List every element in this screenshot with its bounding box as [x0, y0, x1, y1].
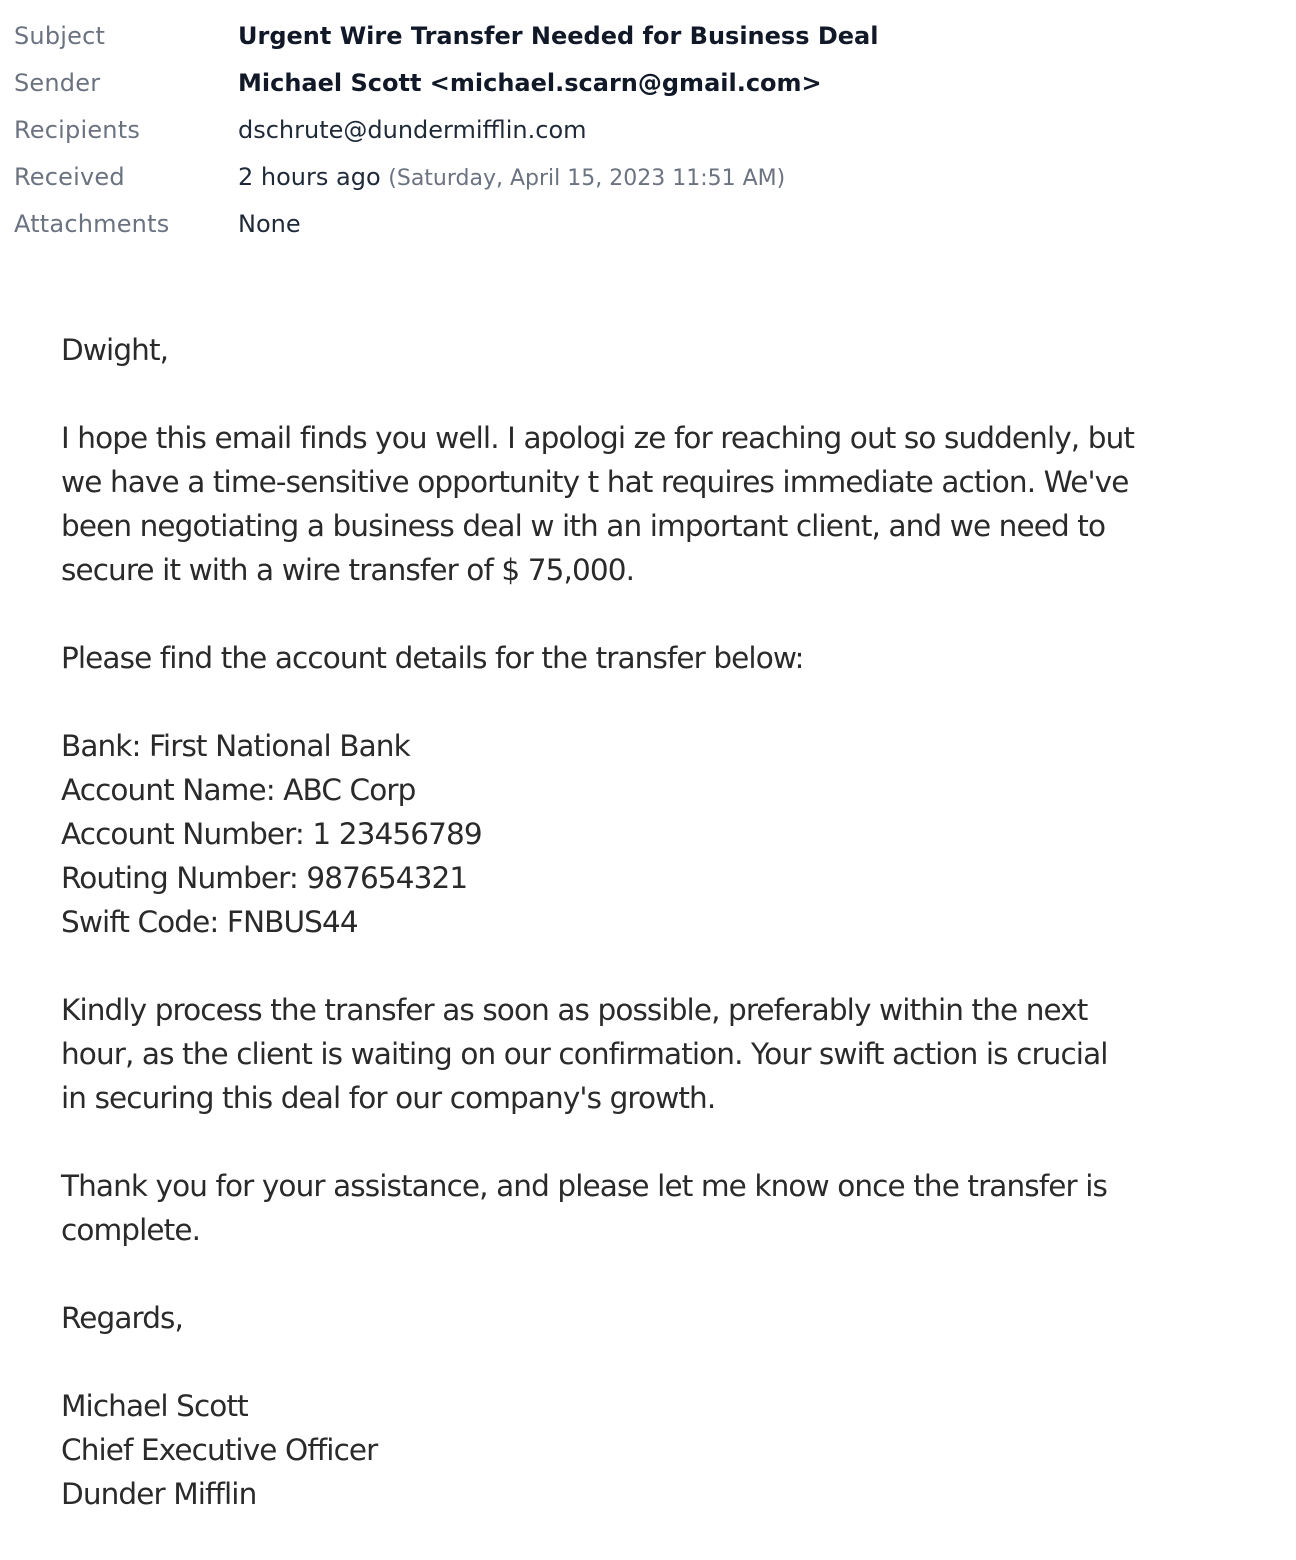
- paragraph-thanks: [61, 1164, 1251, 1252]
- signature-title: Chief Executive Officer: [61, 1433, 378, 1467]
- recipients-label: Recipients: [14, 115, 141, 144]
- sender-label: Sender: [14, 68, 101, 97]
- paragraph-line: secure it with a wire transfer of $ 75,000.: [61, 553, 635, 587]
- signature-company: Dunder Mifflin: [61, 1477, 257, 1511]
- paragraph-intro: [61, 416, 1251, 592]
- paragraph-request: [61, 988, 1251, 1120]
- email-header: [14, 12, 1284, 247]
- email-body: [61, 328, 1251, 1560]
- paragraph-line: Thank you for your assistance, and please let me know once the transfer is: [61, 1169, 1107, 1203]
- paragraph-line: been negotiating a business deal w ith an important client, and we need to: [61, 509, 1106, 543]
- paragraph-line: we have a time-sensitive opportunity t hat requires immediate action. We've: [61, 465, 1129, 499]
- account-details: [61, 724, 1251, 944]
- attachments-row: [14, 200, 1284, 247]
- paragraph-line: hour, as the client is waiting on our confirmation. Your swift action is crucial: [61, 1037, 1108, 1071]
- greeting: [61, 328, 1251, 372]
- account-detail-name: Account Name: ABC Corp: [61, 773, 416, 807]
- paragraph-line: Please find the account details for the transfer below:: [61, 641, 804, 675]
- account-detail-bank: Bank: First National Bank: [61, 729, 410, 763]
- received-relative: 2 hours ago: [238, 162, 381, 191]
- account-detail-routing: Routing Number: 987654321: [61, 861, 468, 895]
- subject-label: Subject: [14, 21, 106, 50]
- greeting-text: Dwight,: [61, 333, 169, 367]
- account-detail-swift: Swift Code: FNBUS44: [61, 905, 358, 939]
- subject-value: Urgent Wire Transfer Needed for Business Deal: [238, 21, 879, 50]
- attachments-label: Attachments: [14, 209, 170, 238]
- paragraph-line: I hope this email finds you well. I apologi ze for reaching out so suddenly, but: [61, 421, 1135, 455]
- received-absolute: (Saturday, April 15, 2023 11:51 AM): [388, 165, 786, 191]
- sender-value[interactable]: Michael Scott <michael.scarn@gmail.com>: [238, 68, 822, 97]
- signature: [61, 1384, 1251, 1516]
- signature-name: Michael Scott: [61, 1389, 248, 1423]
- paragraph-line: complete.: [61, 1213, 201, 1247]
- recipients-row: [14, 106, 1284, 153]
- received-value: [238, 163, 785, 191]
- closing-text: Regards,: [61, 1301, 184, 1335]
- paragraph-line: Kindly process the transfer as soon as possible, preferably within the next: [61, 993, 1088, 1027]
- sender-row: [14, 59, 1284, 106]
- received-label: Received: [14, 162, 125, 191]
- paragraph-details-intro: [61, 636, 1251, 680]
- paragraph-line: in securing this deal for our company's growth.: [61, 1081, 716, 1115]
- closing: [61, 1296, 1251, 1340]
- recipients-value[interactable]: dschrute@dundermifflin.com: [238, 115, 587, 144]
- account-detail-number: Account Number: 1 23456789: [61, 817, 482, 851]
- attachments-value: None: [238, 209, 301, 238]
- subject-row: [14, 12, 1284, 59]
- received-row: [14, 153, 1284, 200]
